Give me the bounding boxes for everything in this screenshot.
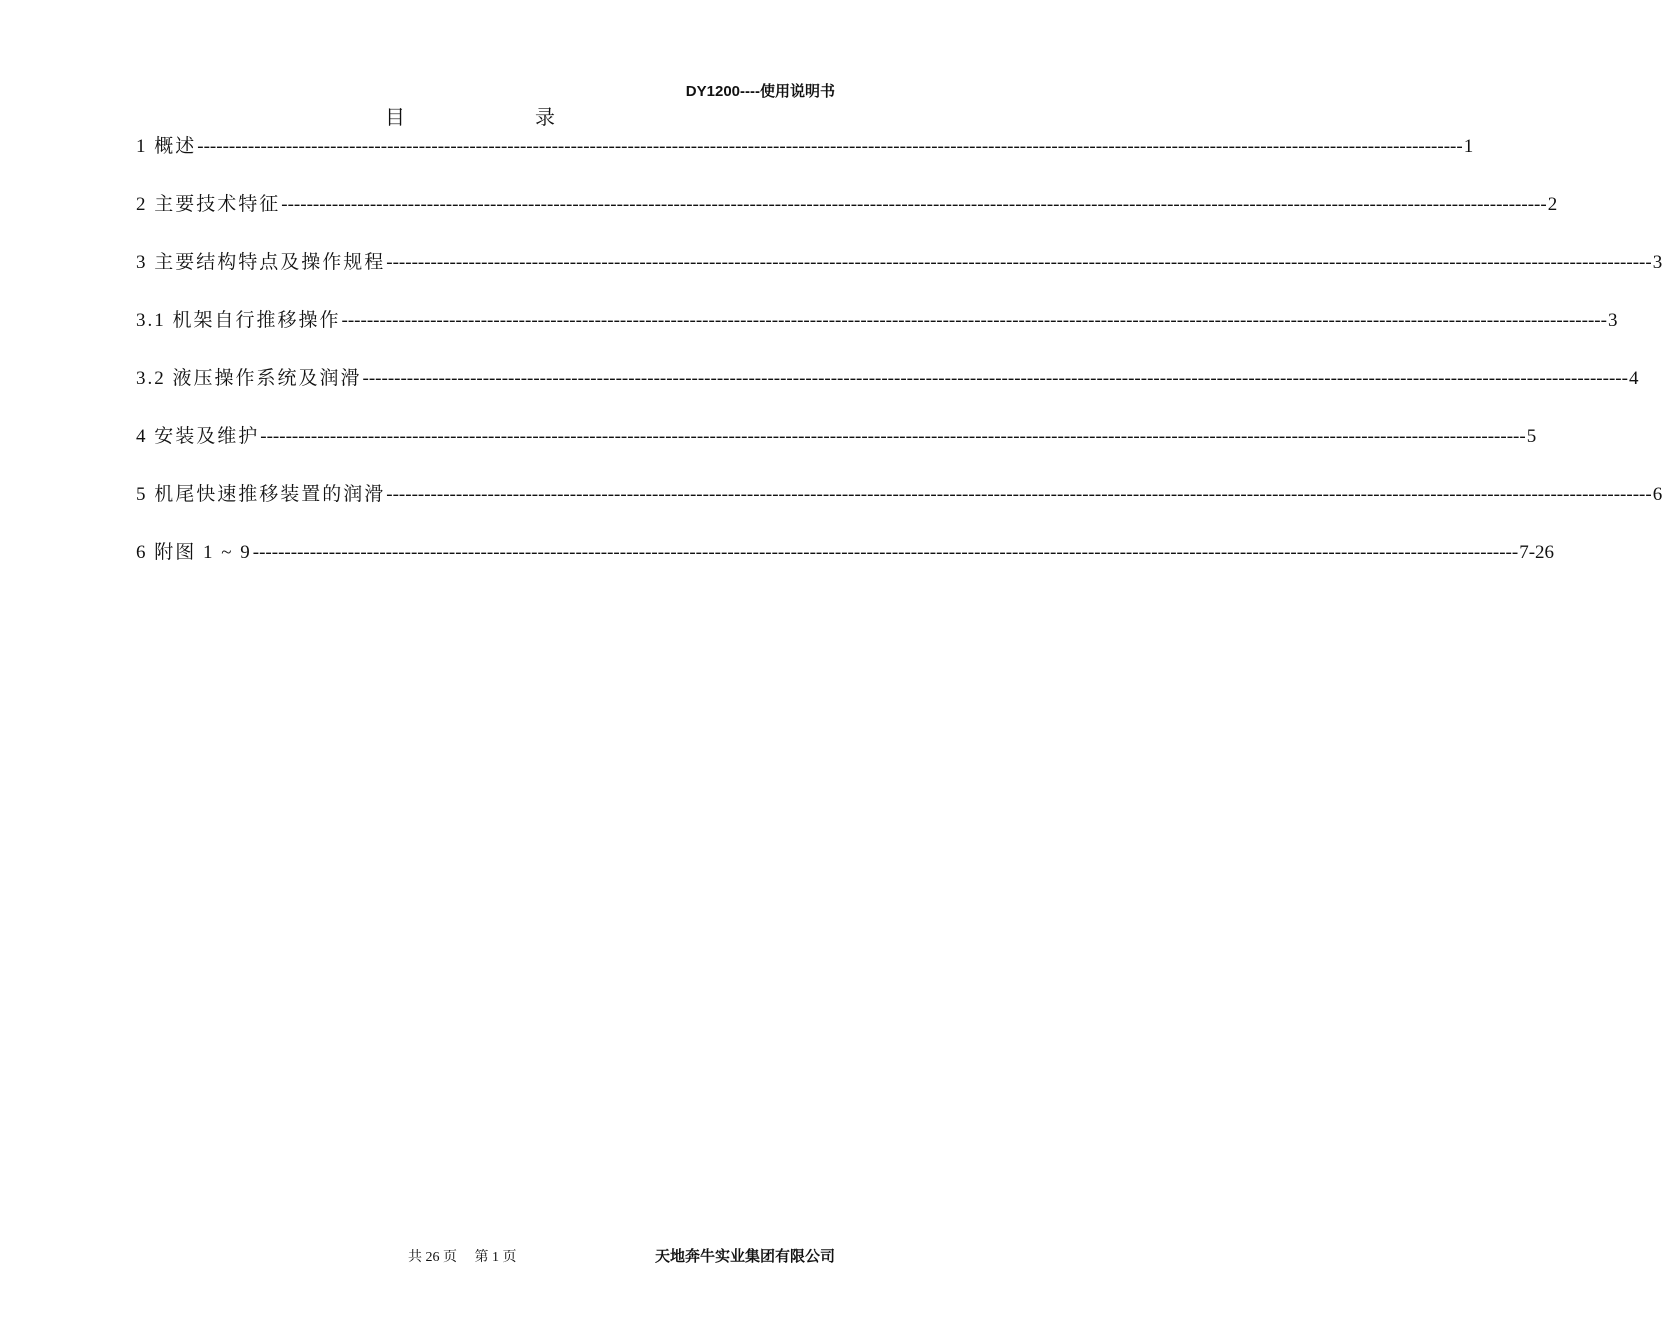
toc-heading-left: 目: [385, 107, 405, 129]
toc-entry[interactable]: [136, 131, 1474, 189]
toc-entry-page: 6: [1652, 484, 1662, 505]
toc-entry[interactable]: [136, 537, 1555, 595]
document-header-title: DY1200----使用说明书: [685, 83, 835, 100]
table-of-contents: [136, 131, 1662, 595]
toc-entry-title: 6 附图 1 ~ 9: [136, 542, 252, 563]
page-count-footer: [408, 1246, 531, 1266]
toc-entry-page: 5: [1526, 426, 1537, 447]
toc-entry[interactable]: [136, 189, 1558, 247]
toc-entry-page: 4: [1628, 368, 1639, 389]
toc-entry-title: 5 机尾快速推移装置的润滑: [136, 484, 386, 505]
toc-entry-title: 3.2 液压操作系统及润滑: [136, 368, 362, 389]
toc-entry-page: 3: [1652, 252, 1662, 273]
toc-entry-page: 1: [1463, 136, 1474, 157]
current-page-label: 第 1 页: [474, 1250, 517, 1265]
toc-heading-right: 录: [535, 107, 555, 129]
toc-heading: [385, 101, 555, 130]
total-pages-label: 共 26 页: [408, 1250, 457, 1265]
toc-leader-dashes: --------------------------------------------------------------------------------------------------------------------------------------------------------------------------------------------------------: [386, 484, 1652, 505]
toc-entry-title: 4 安装及维护: [136, 426, 260, 447]
toc-leader-dashes: --------------------------------------------------------------------------------------------------------------------------------------------------------------------------------------------------------: [197, 136, 1463, 157]
toc-entry-title: 2 主要技术特征: [136, 194, 281, 215]
toc-leader-dashes: --------------------------------------------------------------------------------------------------------------------------------------------------------------------------------------------------------: [260, 426, 1526, 447]
toc-entry-title: 3.1 机架自行推移操作: [136, 310, 341, 331]
toc-entry-page: 3: [1607, 310, 1618, 331]
toc-entry-page: 7-26: [1519, 542, 1555, 563]
toc-leader-dashes: --------------------------------------------------------------------------------------------------------------------------------------------------------------------------------------------------------: [341, 310, 1607, 331]
toc-entry[interactable]: [136, 247, 1662, 305]
toc-leader-dashes: --------------------------------------------------------------------------------------------------------------------------------------------------------------------------------------------------------: [252, 542, 1519, 563]
toc-leader-dashes: --------------------------------------------------------------------------------------------------------------------------------------------------------------------------------------------------------: [281, 194, 1547, 215]
toc-entry[interactable]: [136, 305, 1618, 363]
toc-entry[interactable]: [136, 421, 1537, 479]
toc-entry-page: 2: [1547, 194, 1558, 215]
toc-leader-dashes: --------------------------------------------------------------------------------------------------------------------------------------------------------------------------------------------------------: [386, 252, 1652, 273]
toc-leader-dashes: --------------------------------------------------------------------------------------------------------------------------------------------------------------------------------------------------------: [362, 368, 1628, 389]
toc-entry[interactable]: [136, 363, 1639, 421]
toc-entry-title: 1 概述: [136, 136, 197, 157]
company-name: 天地奔牛实业集团有限公司: [654, 1248, 835, 1265]
toc-entry[interactable]: [136, 479, 1662, 537]
toc-entry-title: 3 主要结构特点及操作规程: [136, 252, 386, 273]
